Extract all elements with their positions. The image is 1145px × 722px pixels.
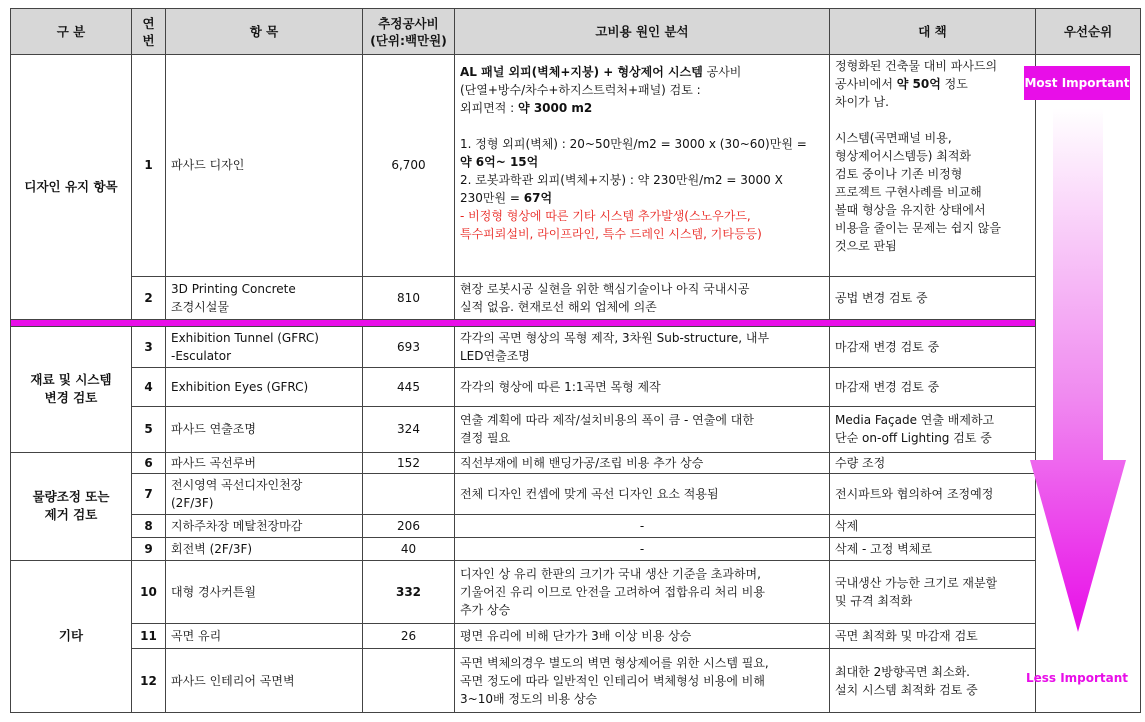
row-action: 곡면 최적화 및 마감재 검토 — [830, 624, 1036, 649]
row-cost: 152 — [363, 452, 455, 474]
table-row — [11, 55, 1141, 276]
row-action: 마감재 변경 검토 중 — [830, 327, 1036, 368]
category-design: 디자인 유지 항목 — [11, 55, 132, 320]
action-line: 시스템(곡면패널 비용, — [835, 131, 952, 146]
header-item: 항 목 — [166, 9, 363, 55]
table-row — [11, 624, 1141, 649]
action-line: 검토 중이나 기존 비정형 — [835, 167, 963, 182]
row-item: 3D Printing Concrete 조경시설물 — [166, 276, 363, 319]
analysis-note: - 비정형 형상에 따른 기타 시스템 추가발생(스노우가드, — [460, 209, 751, 224]
row-cost — [363, 474, 455, 515]
row-item: 파사드 곡선루버 — [166, 452, 363, 474]
row-cost: 6,700 — [363, 55, 455, 276]
action-line: 형상제어시스템등) 최적화 — [835, 149, 972, 164]
row-item: 전시영역 곡선디자인천장 (2F/3F) — [166, 474, 363, 515]
action-line-value: 약 50억 — [896, 77, 941, 92]
row-item: 파사드 연출조명 — [166, 407, 363, 452]
separator-bar — [11, 319, 1036, 326]
row-analysis: - — [455, 537, 830, 560]
row-no: 11 — [132, 624, 166, 649]
row-action: 전시파트와 협의하여 조정예정 — [830, 474, 1036, 515]
row-no: 10 — [132, 560, 166, 624]
row-cost: 693 — [363, 327, 455, 368]
analysis-area-label: 외피면적 : — [460, 101, 519, 116]
analysis-note: 특수피뢰설비, 라이프라인, 특수 드레인 시스템, 기타등등) — [460, 227, 762, 242]
analysis-area-value: 약 3000 m2 — [518, 101, 593, 116]
category-etc: 기타 — [11, 560, 132, 712]
action-line: 정도 — [940, 77, 968, 92]
row-no: 12 — [132, 649, 166, 713]
table-row — [11, 327, 1141, 368]
header-row — [11, 9, 1141, 55]
row-cost: 324 — [363, 407, 455, 452]
analysis-heading-suffix: 공사비 — [702, 65, 742, 80]
analysis-line-value: 67억 — [523, 191, 553, 206]
action-line: 정형화된 건축물 대비 파사드의 — [835, 59, 998, 74]
header-priority: 우선순위 — [1036, 9, 1141, 55]
analysis-line: 230만원 = — [460, 191, 524, 206]
row-analysis: 직선부재에 비해 밴딩가공/조립 비용 추가 상승 — [455, 452, 830, 474]
row-action: 삭제 - 고정 벽체로 — [830, 537, 1036, 560]
row-no: 6 — [132, 452, 166, 474]
row-item: Exhibition Tunnel (GFRC) -Esculator — [166, 327, 363, 368]
header-action: 대 책 — [830, 9, 1036, 55]
table-row — [11, 537, 1141, 560]
row-action — [830, 55, 1036, 276]
analysis-line: 1. 정형 외피(벽체) : 20~50만원/m2 = 3000 x (30~60)만원 = — [460, 137, 807, 152]
table-row — [11, 368, 1141, 407]
header-category: 구 분 — [11, 9, 132, 55]
row-analysis: 각각의 곡면 형상의 목형 제작, 3차원 Sub-structure, 내부 LED연출조명 — [455, 327, 830, 368]
row-action: 최대한 2방향곡면 최소화. 설치 시스템 최적화 검토 중 — [830, 649, 1036, 713]
row-cost: 40 — [363, 537, 455, 560]
header-no: 연번 — [132, 9, 166, 55]
row-analysis — [455, 55, 830, 276]
row-action: 마감재 변경 검토 중 — [830, 368, 1036, 407]
row-item: 회전벽 (2F/3F) — [166, 537, 363, 560]
row-no: 5 — [132, 407, 166, 452]
priority-less-important-label: Less Important — [1025, 671, 1129, 685]
cost-analysis-table — [10, 8, 1141, 713]
row-item: 곡면 유리 — [166, 624, 363, 649]
row-analysis: 전체 디자인 컨셉에 맞게 곡선 디자인 요소 적용됨 — [455, 474, 830, 515]
row-analysis: 디자인 상 유리 한판의 크기가 국내 생산 기준을 초과하며, 기울어진 유리 이므로 안전을 고려하여 접합유리 처리 비용 추가 상승 — [455, 560, 830, 624]
header-analysis: 고비용 원인 분석 — [455, 9, 830, 55]
table-row — [11, 474, 1141, 515]
priority-arrow-icon — [1030, 108, 1126, 634]
table-row — [11, 515, 1141, 538]
table-row — [11, 407, 1141, 452]
row-action: 삭제 — [830, 515, 1036, 538]
row-analysis: 각각의 형상에 따른 1:1곡면 목형 제작 — [455, 368, 830, 407]
table-row — [11, 649, 1141, 713]
row-cost: 332 — [363, 560, 455, 624]
action-line: 공사비에서 — [835, 77, 897, 92]
priority-most-important-label: Most Important — [1024, 66, 1130, 100]
row-analysis: - — [455, 515, 830, 538]
row-analysis: 평면 유리에 비해 단가가 3배 이상 비용 상승 — [455, 624, 830, 649]
analysis-line: 2. 로봇과학관 외피(벽체+지붕) : 약 230만원/m2 = 3000 X — [460, 173, 783, 188]
header-cost: 추정공사비 (단위:백만원) — [363, 9, 455, 55]
category-material: 재료 및 시스템 변경 검토 — [11, 327, 132, 453]
row-action: 국내생산 가능한 크기로 재분할 및 규격 최적화 — [830, 560, 1036, 624]
table-row — [11, 560, 1141, 624]
row-cost: 206 — [363, 515, 455, 538]
action-line: 차이가 남. — [835, 95, 889, 110]
row-item: 대형 경사커튼월 — [166, 560, 363, 624]
table-row — [11, 276, 1141, 319]
row-item: 파사드 디자인 — [166, 55, 363, 276]
action-line: 프로젝트 구현사례를 비교해 — [835, 185, 982, 200]
table-row — [11, 452, 1141, 474]
row-no: 2 — [132, 276, 166, 319]
row-analysis: 현장 로봇시공 실현을 위한 핵심기술이나 아직 국내시공 실적 없음. 현재로선 해외 업체에 의존 — [455, 276, 830, 319]
analysis-line: (단열+방수/차수+하지스트럭처+패널) 검토 : — [460, 83, 701, 98]
row-analysis: 곡면 벽체의경우 별도의 벽면 형상제어를 위한 시스템 필요, 곡면 정도에 따라 일반적인 인테리어 벽체형성 비용에 비해 3~10배 정도의 비용 상승 — [455, 649, 830, 713]
category-quantity: 물량조정 또는 제거 검토 — [11, 452, 132, 560]
analysis-line: 약 6억~ 15억 — [460, 155, 539, 170]
row-no: 9 — [132, 537, 166, 560]
row-action: 공법 변경 검토 중 — [830, 276, 1036, 319]
row-item: 파사드 인테리어 곡면벽 — [166, 649, 363, 713]
row-no: 1 — [132, 55, 166, 276]
action-line: 볼때 형상을 유지한 상태에서 — [835, 203, 986, 218]
row-cost: 445 — [363, 368, 455, 407]
row-analysis: 연출 계획에 따라 제작/설치비용의 폭이 큼 - 연출에 대한 결정 필요 — [455, 407, 830, 452]
row-no: 4 — [132, 368, 166, 407]
analysis-heading: AL 패널 외피(벽체+지붕) + 형상제어 시스템 — [460, 65, 703, 80]
row-no: 3 — [132, 327, 166, 368]
action-line: 비용을 줄이는 문제는 쉽지 않을 — [835, 221, 1001, 236]
row-action: Media Façade 연출 배제하고 단순 on-off Lighting 검토 중 — [830, 407, 1036, 452]
row-item: 지하주차장 메탈천장마감 — [166, 515, 363, 538]
row-item: Exhibition Eyes (GFRC) — [166, 368, 363, 407]
row-cost — [363, 649, 455, 713]
row-cost: 810 — [363, 276, 455, 319]
row-no: 8 — [132, 515, 166, 538]
row-action: 수량 조정 — [830, 452, 1036, 474]
row-no: 7 — [132, 474, 166, 515]
row-cost: 26 — [363, 624, 455, 649]
action-line: 것으로 판됨 — [835, 239, 897, 254]
section-separator — [11, 319, 1141, 326]
